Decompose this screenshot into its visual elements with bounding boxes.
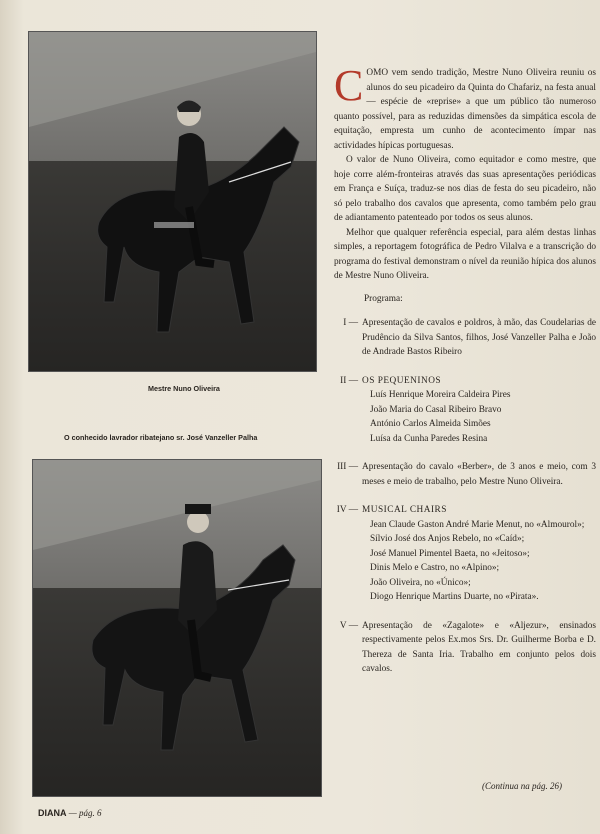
program-item-iii	[334, 460, 596, 489]
list-item: Dinis Melo e Castro, no «Alpino»;	[370, 563, 500, 573]
list-item: João Maria do Casal Ribeiro Bravo	[370, 404, 502, 415]
caption-top-photo: Mestre Nuno Oliveira	[148, 384, 220, 393]
program-text: Apresentação de cavalos e poldros, à mão, das Coudelarias de Prudêncio da Silva Santos, filhos, José Vanzeller Palha e João de Andrade Bastos Ribeiro	[362, 318, 596, 357]
intro-text: OMO vem sendo tradição, Mestre Nuno Oliveira reuniu os alunos do seu picadeiro da Quinta do Chafariz, na festa anual — espécie de «reprise» a que um público tão numeroso quanto possível, para as reduzidas dimensões da simpática escola de equitação, empresta um cunho de acontecimento ímpar nas actividades hípicas portuguesas.	[334, 68, 596, 151]
page-footer	[38, 808, 101, 818]
continuation-note: (Continua na pág. 26)	[482, 781, 562, 791]
names-list-ii	[334, 388, 596, 446]
program-number: I —	[343, 318, 358, 328]
caption-bottom-photo: O conhecido lavrador ribatejano sr. José Vanzeller Palha	[64, 433, 258, 442]
article-paragraph-2: O valor de Nuno Oliveira, como equitador e como mestre, que hoje corre além-fronteiras através das suas apresentações periódicas em França e Suíça, traduz-se nos dias de festa do seu picadeiro, não só pelo trabalho dos cavalos que apresenta, como também pelo grau de adiantamento patenteado por todos os seus alunos.	[334, 155, 596, 223]
program-number: III —	[337, 462, 358, 472]
photo-jose-vanzeller-palha	[32, 459, 322, 797]
article-paragraph-3: Melhor que qualquer referência especial, para além destas linhas simples, a reportagem fotográfica de Pedro Vilalva e a transcrição do programa do festival demonstram o nível da reunião hípica dos alunos de Mestre Nuno Oliveira.	[334, 227, 596, 281]
list-item: António Carlos Almeida Simões	[370, 419, 491, 429]
names-list-iv	[334, 518, 596, 605]
program-item-v	[334, 619, 596, 677]
article-column	[334, 61, 596, 677]
drop-cap: C	[334, 61, 364, 110]
list-item: Sílvio José dos Anjos Rebelo, no «Caíd»;	[370, 534, 525, 544]
program-number: IV —	[336, 505, 358, 515]
list-item: Luís Henrique Moreira Caldeira Pires	[370, 390, 511, 400]
program-text: Apresentação do cavalo «Berber», de 3 anos e meio, com 3 meses e meio de trabalho, pelo Mestre Nuno Oliveira.	[362, 462, 596, 487]
program-number: II —	[340, 375, 358, 386]
list-item: Jean Claude Gaston André Marie Menut, no «Almourol»;	[370, 519, 585, 530]
program-title: MUSICAL CHAIRS	[362, 505, 447, 515]
magazine-name: DIANA	[38, 808, 67, 818]
horse-rider-illustration	[29, 32, 316, 371]
program-item-ii	[334, 374, 596, 447]
list-item: Luísa da Cunha Paredes Resina	[370, 433, 488, 444]
page-number: — pág. 6	[68, 808, 102, 818]
program-item-iv	[334, 503, 596, 605]
programa-label: Programa:	[364, 293, 403, 304]
list-item: João Oliveira, no «Único»;	[370, 577, 471, 588]
program-title: OS PEQUENINOS	[362, 375, 442, 386]
list-item: José Manuel Pimentel Baeta, no «Jeitoso»;	[370, 548, 530, 559]
program-number: V —	[339, 620, 358, 631]
list-item: Diogo Henrique Martins Duarte, no «Pirata».	[370, 592, 539, 602]
article-intro	[334, 61, 596, 153]
program-text: Apresentação de «Zagalote» e «Aljezur», ensinados respectivamente pelos Ex.mos Srs. Dr. Guilherme Borba e D. Thereza de Santa Iria. Trabalho em conjunto pelos dois cavalos.	[362, 620, 596, 674]
photo-nuno-oliveira	[28, 31, 317, 372]
program-item-i	[334, 316, 596, 360]
horse-rider-illustration	[33, 460, 321, 796]
